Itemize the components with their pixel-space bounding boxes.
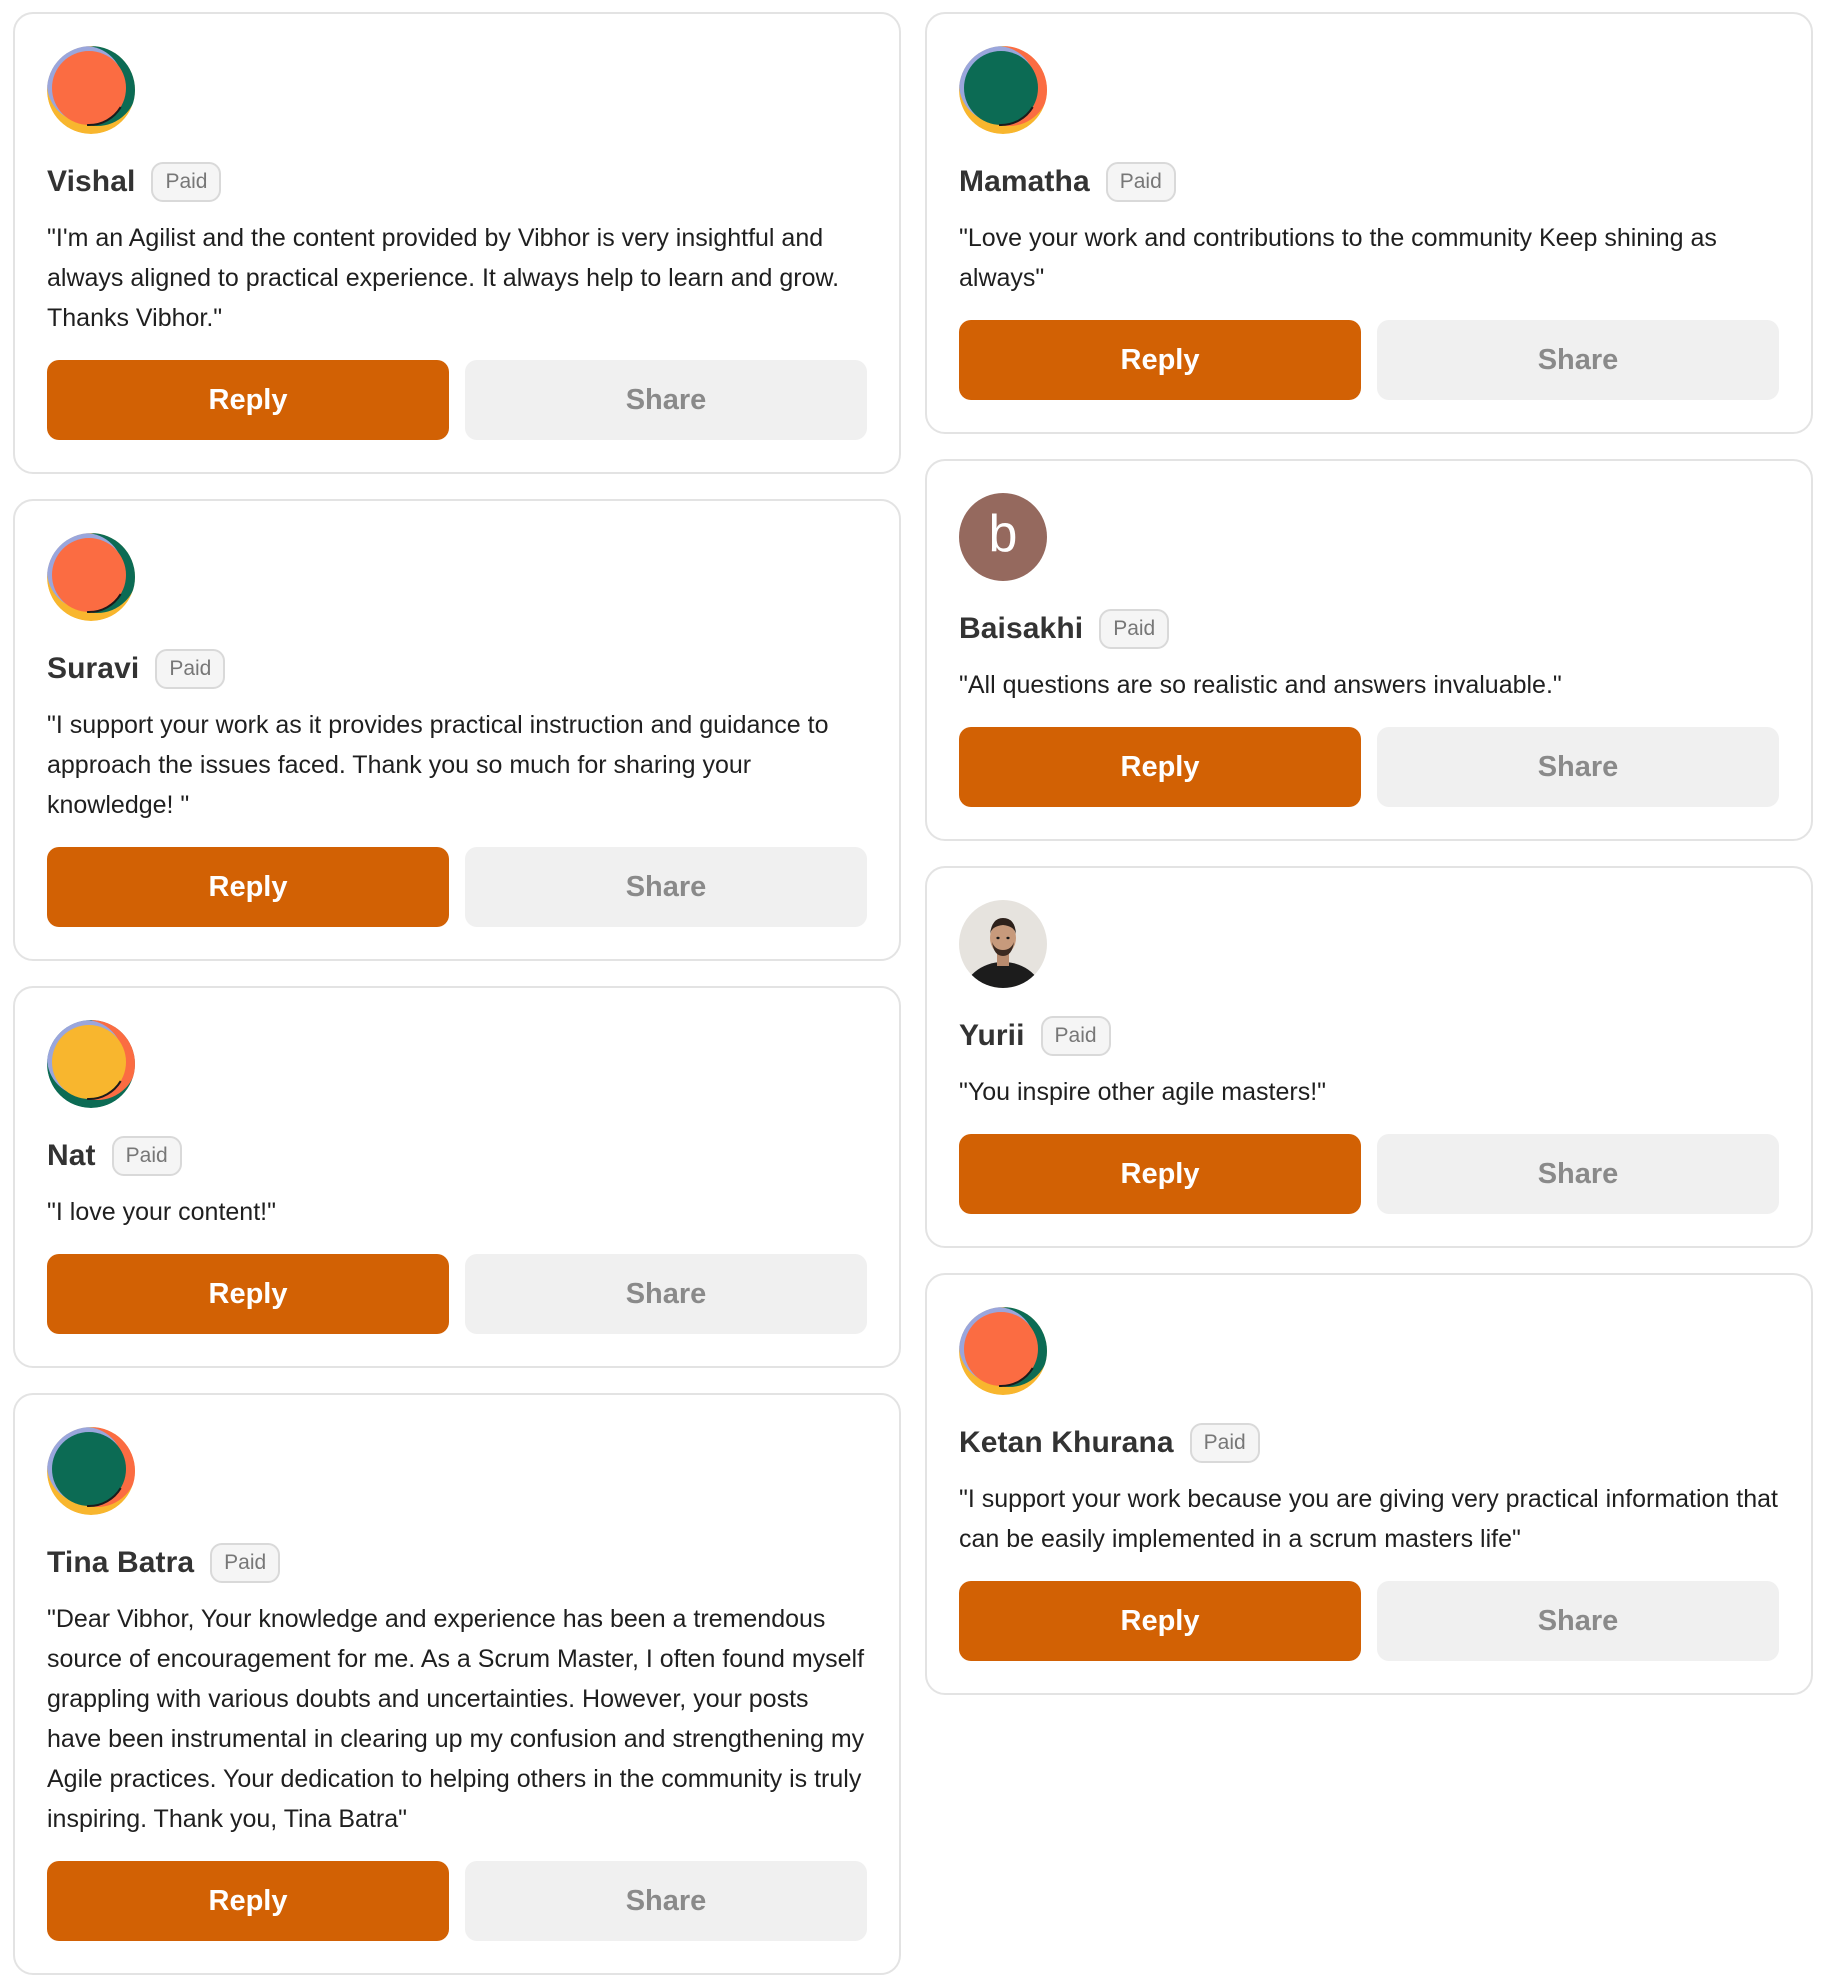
green-swirl-avatar-icon [47, 1427, 135, 1515]
name-row [47, 158, 867, 206]
name-row [47, 645, 867, 693]
supporter-name: Mamatha [959, 165, 1090, 198]
orange-swirl-avatar-icon [47, 46, 135, 134]
paid-badge: Paid [1190, 1423, 1260, 1463]
supporter-message: "Dear Vibhor, Your knowledge and experience has been a tremendous source of encouragement for me. As a Scrum Master, I often found myself grappling with various doubts and uncertainties. However, your posts have been instrumental in clearing up my confusion and strengthening my Agile practices. Your dedication to helping others in the community is truly inspiring. Thank you, Tina Batra" [47, 1605, 865, 1833]
share-button[interactable]: Share [465, 1254, 867, 1334]
reply-button[interactable]: Reply [959, 1134, 1361, 1214]
share-button[interactable]: Share [1377, 320, 1779, 400]
card-actions [959, 1581, 1779, 1661]
card-actions [47, 847, 867, 927]
supporter-card-mamatha [925, 12, 1813, 434]
supporter-card-yurii [925, 866, 1813, 1248]
supporter-card-tina-batra [13, 1393, 901, 1975]
supporter-message: "You inspire other agile masters!" [959, 1078, 1327, 1106]
green-swirl-avatar-icon [959, 46, 1047, 134]
supporter-name: Suravi [47, 652, 140, 685]
name-row [959, 1419, 1779, 1467]
paid-badge: Paid [112, 1136, 182, 1176]
card-actions [47, 1254, 867, 1334]
supporter-name: Vishal [47, 165, 136, 198]
supporter-card-baisakhi [925, 459, 1813, 841]
supporter-name: Nat [47, 1139, 96, 1172]
supporter-message: "I love your content!" [47, 1198, 276, 1226]
supporter-card-vishal [13, 12, 901, 474]
supporter-message: "I support your work because you are giving very practical information that can be easily implemented in a scrum masters life" [959, 1485, 1778, 1553]
card-actions [47, 1861, 867, 1941]
share-button[interactable]: Share [1377, 1134, 1779, 1214]
share-button[interactable]: Share [1377, 1581, 1779, 1661]
orange-swirl-avatar-icon [47, 533, 135, 621]
paid-badge: Paid [1099, 609, 1169, 649]
supporter-message: "I support your work as it provides practical instruction and guidance to approach the issues faced. Thank you so much for sharing your knowledge! " [47, 711, 829, 819]
name-row [959, 158, 1779, 206]
right-column [925, 12, 1813, 1695]
paid-badge: Paid [151, 162, 221, 202]
paid-badge: Paid [1106, 162, 1176, 202]
reply-button[interactable]: Reply [959, 320, 1361, 400]
share-button[interactable]: Share [465, 847, 867, 927]
share-button[interactable]: Share [465, 1861, 867, 1941]
reply-button[interactable]: Reply [47, 360, 449, 440]
name-row [959, 1012, 1779, 1060]
card-actions [959, 320, 1779, 400]
profile-photo-avatar [959, 900, 1047, 988]
supporter-message: "I'm an Agilist and the content provided by Vibhor is very insightful and always aligned to practical experience. It always help to learn and grow. Thanks Vibhor." [47, 224, 840, 332]
orange-swirl-avatar-icon [959, 1307, 1047, 1395]
letter-avatar: b [959, 493, 1047, 581]
name-row [47, 1539, 867, 1587]
reply-button[interactable]: Reply [959, 727, 1361, 807]
name-row [959, 605, 1779, 653]
yellow-swirl-avatar-icon [47, 1020, 135, 1108]
card-actions [959, 1134, 1779, 1214]
share-button[interactable]: Share [465, 360, 867, 440]
reply-button[interactable]: Reply [47, 1254, 449, 1334]
supporter-message: "All questions are so realistic and answers invaluable." [959, 671, 1562, 699]
supporter-name: Ketan Khurana [959, 1426, 1174, 1459]
left-column [13, 12, 901, 1975]
name-row [47, 1132, 867, 1180]
supporter-name: Yurii [959, 1019, 1025, 1052]
supporter-name: Baisakhi [959, 612, 1084, 645]
supporter-card-nat [13, 986, 901, 1368]
supporter-card-suravi [13, 499, 901, 961]
supporter-card-ketan-khurana [925, 1273, 1813, 1695]
card-actions [959, 727, 1779, 807]
paid-badge: Paid [1041, 1016, 1111, 1056]
reply-button[interactable]: Reply [959, 1581, 1361, 1661]
share-button[interactable]: Share [1377, 727, 1779, 807]
reply-button[interactable]: Reply [47, 847, 449, 927]
supporter-message: "Love your work and contributions to the community Keep shining as always" [959, 224, 1717, 292]
paid-badge: Paid [155, 649, 225, 689]
paid-badge: Paid [210, 1543, 280, 1583]
reply-button[interactable]: Reply [47, 1861, 449, 1941]
supporter-name: Tina Batra [47, 1546, 195, 1579]
card-actions [47, 360, 867, 440]
